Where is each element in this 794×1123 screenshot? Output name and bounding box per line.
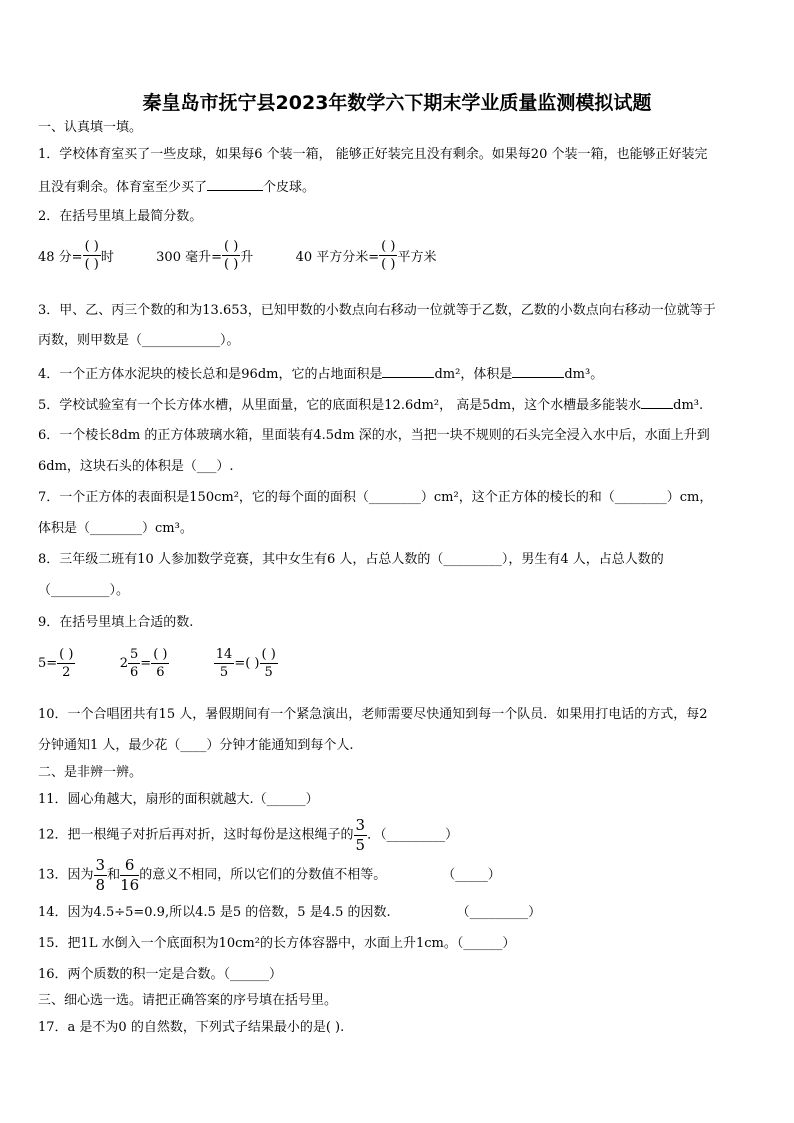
question-2: 2．在括号里填上最简分数。 — [38, 209, 203, 224]
section-1-heading: 一、认真填一填。 — [38, 120, 143, 135]
q13-fraction-1: $\frac{3}{8}$ — [95, 856, 106, 894]
question-5 — [38, 396, 703, 414]
q9-item-b-whole: 2 — [119, 656, 129, 671]
question-14-blank[interactable]: （_________） — [456, 905, 542, 920]
q2-item-b-unit: 升 — [240, 250, 254, 265]
q2-item-b-label: 300 毫升= — [156, 250, 222, 265]
answer-blank[interactable] — [512, 365, 564, 378]
q9-item-a-fraction[interactable]: $\frac{( )}{2}$ — [59, 647, 74, 680]
q9-item-c-equals: = — [234, 656, 246, 671]
answer-blank[interactable] — [641, 396, 673, 409]
question-4 — [38, 365, 603, 383]
question-9-items — [38, 648, 278, 679]
q9-item-b-equals: = — [140, 656, 152, 671]
question-12-text: 12．把一根绳子对折后再对折，这时每份是这根绳子的 — [38, 827, 354, 843]
question-13-text: 13．因为 — [38, 867, 94, 883]
q9-item-b-answer[interactable]: $\frac{( )}{6}$ — [153, 647, 168, 680]
q2-item-b-fraction[interactable]: $\frac{( )}{( )}$ — [224, 239, 239, 272]
q2-item-a-unit: 时 — [100, 250, 114, 265]
q2-item-c-unit: 平方米 — [397, 250, 437, 265]
question-5-text: 5．学校试验室有一个长方体水槽，从里面量，它的底面积是12.6dm²， 高是5dm，这个水槽最多能装水 — [38, 398, 642, 413]
question-12-suffix: ．（_________） — [367, 827, 459, 843]
question-1-line-1: 1．学校体育室买了一些皮球，如果每6 个装一箱， 能够正好装完且没有剩余。如果每20 个装一箱，也能够正好装完 — [38, 147, 708, 162]
question-8-line-1: 8．三年级二班有10 人参加数学竞赛，其中女生有6 人，占总人数的（_________），男生有4 人，占总人数的 — [38, 552, 664, 567]
question-17: 17．a 是不为0 的自然数，下列式子结果最小的是( ). — [38, 1020, 345, 1035]
q9-item-b-fraction: $\frac{5}{6}$ — [130, 647, 139, 680]
q9-item-c-whole-blank[interactable]: ( ) — [245, 656, 260, 671]
question-9: 9．在括号里填上合适的数. — [38, 615, 194, 630]
question-10-line-2: 分钟通知1 人，最少花（____）分钟才能通知到每个人. — [38, 738, 354, 753]
question-7-line-1: 7．一个正方体的表面积是150cm²，它的每个面的面积（________）cm²，这个正方体的棱长的和（________）cm， — [38, 490, 713, 505]
question-13-suffix: 的意义不相同，所以它们的分数值不相等。 — [139, 867, 387, 883]
question-6-line-2: 6dm，这块石头的体积是（___）. — [38, 459, 234, 474]
q2-item-a-label: 48 分= — [38, 250, 83, 265]
question-15: 15．把1L 水倒入一个底面积为10cm²的长方体容器中，水面上升1cm。（______） — [38, 936, 516, 951]
question-16: 16．两个质数的积一定是合数。（______） — [38, 967, 283, 982]
question-12 — [38, 818, 458, 853]
question-1-suffix: 个皮球。 — [263, 180, 316, 195]
question-13-blank[interactable]: （_____） — [442, 867, 501, 883]
q2-item-c-label: 40 平方分米= — [295, 250, 380, 265]
question-4-suffix: dm³。 — [564, 367, 604, 382]
question-11: 11．圆心角越大，扇形的面积就越大.（______） — [38, 792, 319, 807]
q2-item-c-fraction[interactable]: $\frac{( )}{( )}$ — [381, 239, 396, 272]
section-3-heading: 三、细心选一选。请把正确答案的序号填在括号里。 — [38, 993, 338, 1008]
answer-blank[interactable] — [382, 365, 434, 378]
q9-item-c-fraction: $\frac{14}{5}$ — [215, 647, 233, 680]
q13-fraction-2: $\frac{6}{16}$ — [120, 856, 140, 894]
q2-item-a-fraction[interactable]: $\frac{( )}{( )}$ — [84, 239, 99, 272]
question-8-line-2: （_________）。 — [38, 583, 130, 598]
section-2-heading: 二、是非辨一辨。 — [38, 765, 143, 780]
question-1-line-2 — [38, 178, 315, 196]
question-2-items — [38, 240, 436, 271]
q9-item-a-label: 5= — [38, 656, 58, 671]
question-14-text: 14．因为4.5÷5=0.9,所以4.5 是5 的倍数，5 是4.5 的因数. — [38, 905, 391, 920]
answer-blank[interactable] — [207, 178, 263, 191]
question-4-mid: dm²，体积是 — [434, 367, 513, 382]
q9-item-c-answer[interactable]: $\frac{( )}{5}$ — [261, 647, 276, 680]
question-4-text: 4．一个正方体水泥块的棱长总和是96dm，它的占地面积是 — [38, 367, 383, 382]
question-13-and: 和 — [107, 867, 121, 883]
page-title: 秦皇岛市抚宁县2023年数学六下期末学业质量监测模拟试题 — [142, 92, 652, 114]
question-10-line-1: 10．一个合唱团共有15 人，暑假期间有一个紧急演出，老师需要尽快通知到每一个队员．如果用打电话的方式，每2 — [38, 707, 708, 722]
question-3-line-2: 丙数，则甲数是（____________）。 — [38, 333, 240, 348]
question-13 — [38, 858, 501, 893]
question-3-line-1: 3．甲、乙、丙三个数的和为13.653，已知甲数的小数点向右移动一位就等于乙数，乙数的小数点向右移动一位就等于 — [38, 303, 716, 318]
question-7-line-2: 体积是（________）cm³。 — [38, 521, 193, 536]
q12-fraction: $\frac{3}{5}$ — [355, 816, 366, 854]
question-6-line-1: 6．一个棱长8dm 的正方体玻璃水箱，里面装有4.5dm 深的水，当把一块不规则的石头完全浸入水中后，水面上升到 — [38, 428, 710, 443]
question-14 — [38, 905, 541, 921]
question-5-suffix: dm³. — [673, 398, 704, 413]
question-1-text: 且没有剩余。体育室至少买了 — [38, 180, 208, 195]
